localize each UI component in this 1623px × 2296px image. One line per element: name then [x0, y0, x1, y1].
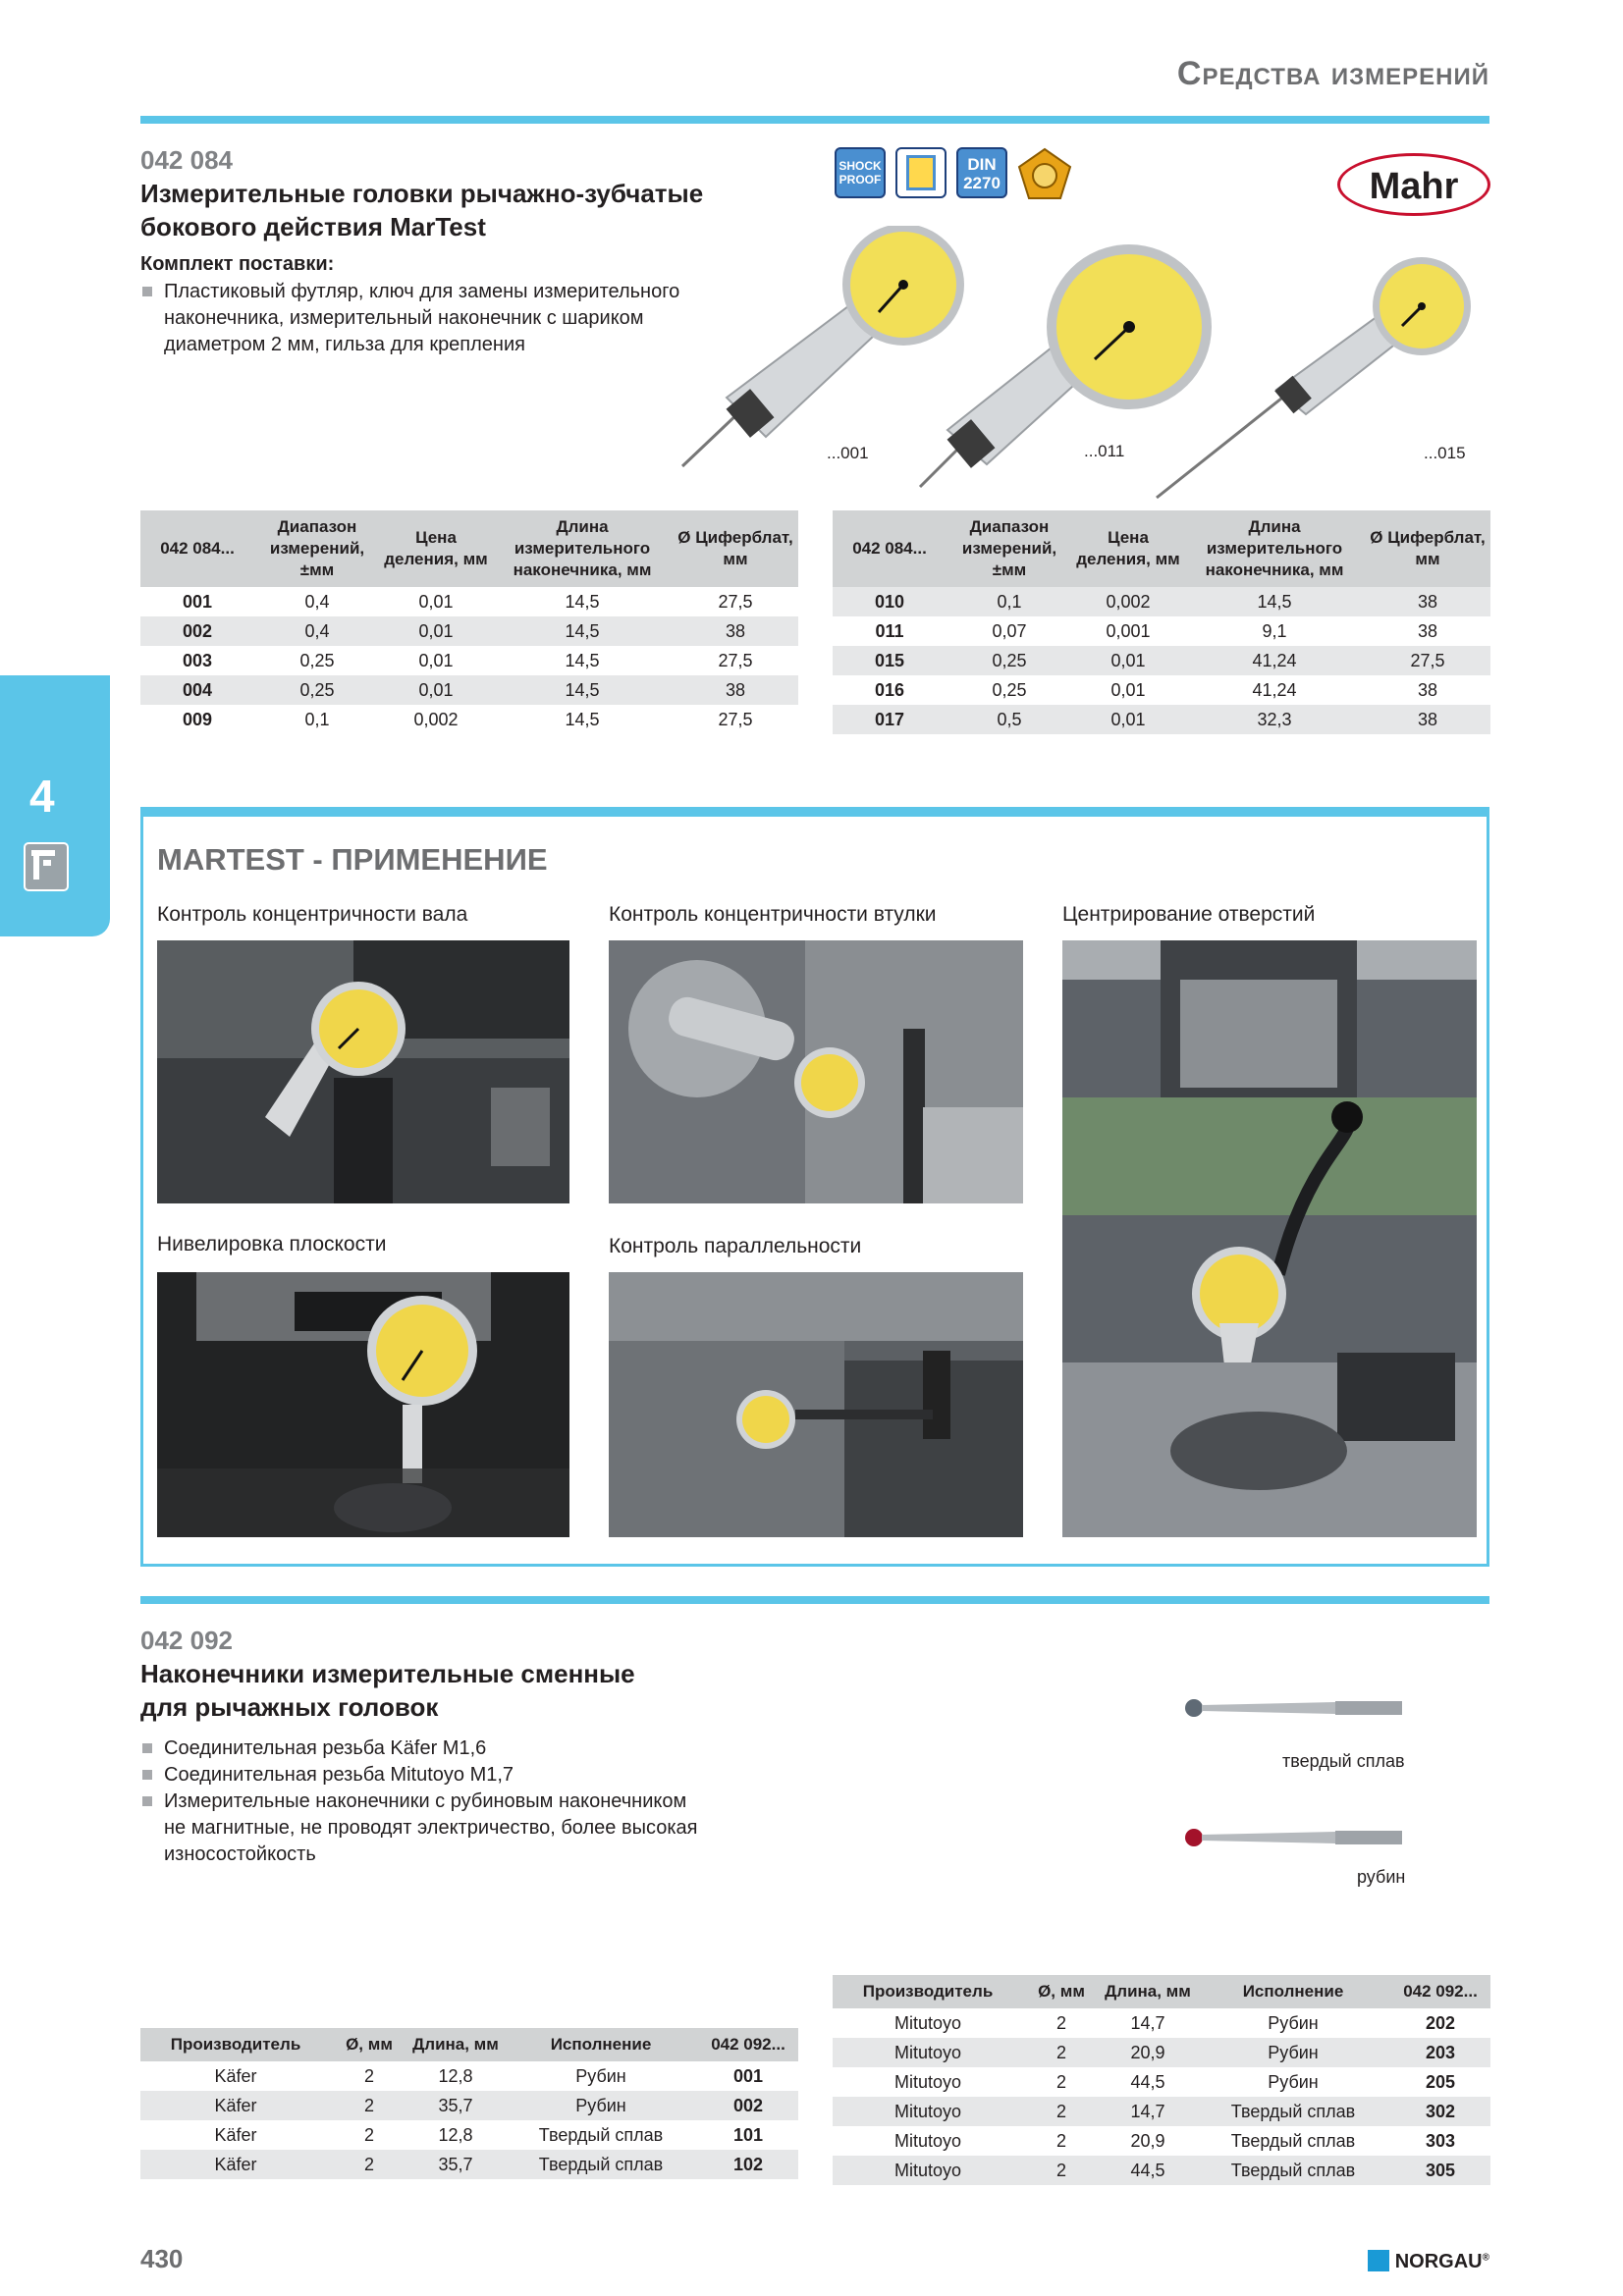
table-cell: 27,5 — [1365, 646, 1490, 675]
table-cell: 010 — [833, 587, 947, 616]
table-cell: 002 — [698, 2091, 798, 2120]
table-row — [833, 587, 1490, 616]
table-cell: 12,8 — [438, 2065, 473, 2086]
table-cell: Mitutoyo — [893, 2071, 962, 2092]
table-cell: 0,01 — [1072, 646, 1184, 675]
spec-table-left — [140, 510, 798, 734]
table-cell: 35,7 — [407, 2150, 504, 2179]
photo-plane-leveling — [157, 1272, 569, 1537]
table-cell: Рубин — [1268, 2071, 1319, 2092]
tip-label: рубин — [1357, 1867, 1406, 1887]
table-cell: 38 — [1365, 705, 1490, 734]
table-cell: 2 — [363, 2124, 374, 2145]
image-label: ...015 — [1424, 444, 1466, 462]
table-cell: 0,4 — [254, 616, 380, 646]
table-cell: 202 — [1425, 2012, 1456, 2033]
table-row — [140, 2120, 798, 2150]
column-header: 042 092... — [1390, 1975, 1490, 2008]
table-row — [140, 2091, 798, 2120]
delivery-set-heading: Комплект поставки: — [140, 253, 335, 275]
table-cell: Твердый сплав — [504, 2150, 698, 2179]
photo-caption: Центрирование отверстий — [1062, 903, 1316, 926]
table-row — [833, 2008, 1490, 2038]
column-header: 042 092... — [698, 2028, 798, 2061]
table-cell: 017 — [833, 705, 947, 734]
table-cell: 203 — [1390, 2038, 1490, 2067]
product-code: 042 084 — [140, 145, 233, 175]
table-cell: 0,1 — [304, 709, 330, 729]
column-header: Ø, мм — [331, 2028, 407, 2061]
mahr-logo: Mahr — [1337, 153, 1490, 216]
tip-label: твердый сплав — [1282, 1751, 1405, 1771]
shock-proof-badge: SHOCK PROOF — [835, 147, 886, 198]
norgau-logo: NORGAU® — [1368, 2250, 1489, 2273]
page-number: 430 — [140, 2244, 184, 2273]
features-list — [140, 1735, 769, 1868]
list-item: Измерительные наконечники с рубиновым наконечником не магнитные, не проводят электричество, более высокая износостойкость — [140, 1789, 769, 1868]
table-row — [833, 2097, 1490, 2126]
table-cell: 2 — [363, 2065, 374, 2086]
column-header: Ø, мм — [1023, 1975, 1100, 2008]
table-cell: 41,24 — [1184, 646, 1365, 675]
table-cell: 002 — [140, 616, 254, 646]
product-title-line: Наконечники измерительные сменные — [140, 1659, 635, 1688]
table-cell: 011 — [875, 620, 904, 641]
photo-shaft-concentricity — [157, 940, 569, 1203]
table-row — [140, 587, 798, 616]
spec-table-right — [833, 510, 1490, 734]
header-rule — [140, 116, 1489, 124]
table-row — [140, 2150, 798, 2179]
table-row — [833, 2126, 1490, 2156]
table-cell: 0,01 — [380, 675, 492, 705]
column-header: Исполнение — [1196, 1975, 1390, 2008]
table-cell: Рубин — [1196, 2038, 1390, 2067]
product-title-line: бокового действия MarTest — [140, 212, 486, 241]
table-cell: Mitutoyo — [833, 2097, 1023, 2126]
table-cell: 35,7 — [407, 2091, 504, 2120]
table-cell: 0,25 — [299, 650, 335, 670]
chapter-tab[interactable] — [0, 675, 110, 936]
column-header: 042 084... — [140, 510, 254, 587]
column-header: Ø Циферблат, мм — [1365, 510, 1490, 587]
applications-title: MARTEST - ПРИМЕНЕНИЕ — [157, 842, 548, 877]
photo-caption: Контроль концентричности вала — [157, 903, 468, 926]
caliper-icon — [24, 842, 69, 891]
table-cell: Твердый сплав — [1230, 2130, 1356, 2151]
column-header: Длина, мм — [407, 2028, 504, 2061]
table-cell: 14,5 — [1184, 587, 1365, 616]
column-header: Длина измерительного наконечника, мм — [1184, 510, 1365, 587]
table-cell: 2 — [1055, 2071, 1066, 2092]
column-header: Длина, мм — [1100, 1975, 1196, 2008]
din-badge: DIN 2270 — [956, 147, 1007, 198]
column-header: Диапазон измерений, ±мм — [254, 510, 380, 587]
table-cell: 27,5 — [718, 591, 753, 612]
table-cell: 2 — [1055, 2130, 1066, 2151]
table-row — [833, 2067, 1490, 2097]
table-row — [140, 675, 798, 705]
table-cell: 32,3 — [1184, 705, 1365, 734]
table-cell: 20,9 — [1130, 2130, 1165, 2151]
table-cell: 2 — [331, 2091, 407, 2120]
table-cell: 0,25 — [947, 646, 1072, 675]
table-row — [833, 705, 1490, 734]
table-cell: 0,4 — [304, 591, 330, 612]
table-cell: 44,5 — [1100, 2156, 1196, 2185]
table-cell: 20,9 — [1100, 2038, 1196, 2067]
table-cell: 2 — [1055, 2012, 1066, 2033]
table-cell: Рубин — [575, 2065, 626, 2086]
table-cell: 009 — [182, 709, 213, 729]
norgau-mark-icon — [1368, 2250, 1389, 2271]
table-cell: 0,07 — [992, 620, 1027, 641]
photo-bore-concentricity — [609, 940, 1023, 1203]
table-cell: Твердый сплав — [1196, 2097, 1390, 2126]
table-cell: 27,5 — [718, 709, 753, 729]
table-cell: 14,5 — [565, 650, 600, 670]
column-header: Исполнение — [504, 2028, 698, 2061]
table-row — [833, 2156, 1490, 2185]
table-cell: Käfer — [214, 2124, 257, 2145]
table-cell: 27,5 — [718, 650, 753, 670]
photo-caption: Контроль параллельности — [609, 1235, 862, 1257]
table-cell: 0,002 — [1072, 587, 1184, 616]
table-cell: 2 — [1023, 2097, 1100, 2126]
list-item: Соединительная резьба Mitutoyo M1,7 — [140, 1762, 769, 1789]
product-title — [140, 177, 703, 243]
tips-table-right — [833, 1975, 1490, 2185]
table-cell: 0,01 — [1072, 705, 1184, 734]
table-cell: 305 — [1390, 2156, 1490, 2185]
column-header: Цена деления, мм — [380, 510, 492, 587]
dial-symbol-badge — [895, 147, 947, 198]
table-cell: 0,002 — [413, 709, 459, 729]
table-row — [140, 2061, 798, 2091]
table-cell: Käfer — [214, 2065, 257, 2086]
table-cell: 0,1 — [947, 587, 1072, 616]
column-header: Цена деления, мм — [1072, 510, 1184, 587]
table-cell: 14,7 — [1130, 2012, 1165, 2033]
table-cell: Твердый сплав — [1196, 2156, 1390, 2185]
table-cell: Käfer — [140, 2091, 331, 2120]
table-cell: 0,01 — [418, 591, 454, 612]
table-cell: 001 — [732, 2065, 764, 2086]
table-cell: 2 — [1023, 2156, 1100, 2185]
table-cell: Mitutoyo — [833, 2038, 1023, 2067]
product-title-line: для рычажных головок — [140, 1692, 439, 1722]
table-cell: Käfer — [140, 2150, 331, 2179]
table-row — [833, 616, 1490, 646]
column-header: Диапазон измерений, ±мм — [947, 510, 1072, 587]
column-header: Ø Циферблат, мм — [673, 510, 798, 587]
table-cell: 0,01 — [1110, 679, 1146, 700]
table-cell: 001 — [182, 591, 213, 612]
photo-caption: Нивелировка плоскости — [157, 1233, 387, 1255]
list-item: Пластиковый футляр, ключ для замены измерительного наконечника, измерительный наконечник с шариком диаметром 2 мм, гильза для крепления — [140, 279, 769, 358]
column-header: Производитель — [833, 1975, 1023, 2008]
table-cell: 41,24 — [1252, 679, 1297, 700]
table-row — [833, 646, 1490, 675]
image-label: ...011 — [1084, 442, 1125, 460]
column-header: Длина измерительного наконечника, мм — [492, 510, 673, 587]
table-cell: Рубин — [504, 2091, 698, 2120]
table-cell: 9,1 — [1262, 620, 1287, 641]
list-item: Соединительная резьба Käfer M1,6 — [140, 1735, 769, 1762]
product-title — [140, 1657, 635, 1724]
table-cell: 0,25 — [254, 675, 380, 705]
table-row — [140, 616, 798, 646]
table-row — [833, 2038, 1490, 2067]
table-row — [140, 705, 798, 734]
table-cell: 303 — [1425, 2130, 1456, 2151]
carbide-tip-image — [1178, 1688, 1414, 1728]
table-cell: 003 — [182, 650, 213, 670]
table-cell: 205 — [1425, 2071, 1456, 2092]
product-code: 042 092 — [140, 1626, 233, 1655]
table-cell: Рубин — [1268, 2012, 1319, 2033]
table-row — [833, 675, 1490, 705]
table-cell: 14,5 — [565, 709, 600, 729]
table-cell: 0,25 — [992, 679, 1027, 700]
table-cell: 0,01 — [380, 616, 492, 646]
table-cell: 38 — [673, 616, 798, 646]
table-cell: Mitutoyo — [833, 2156, 1023, 2185]
column-header: Производитель — [140, 2028, 331, 2061]
page-header-title: Средства измерений — [1176, 55, 1489, 92]
indicator-015-image — [1149, 257, 1483, 503]
table-cell: Твердый сплав — [538, 2124, 664, 2145]
quality-seal-icon — [1017, 147, 1068, 198]
section-rule — [140, 1596, 1489, 1604]
table-cell: Mitutoyo — [893, 2130, 962, 2151]
table-cell: 38 — [1417, 620, 1438, 641]
product-title-line: Измерительные головки рычажно-зубчатые — [140, 179, 704, 208]
table-cell: 14,5 — [492, 675, 673, 705]
table-cell: 2 — [1023, 2038, 1100, 2067]
chapter-number: 4 — [29, 771, 55, 822]
image-label: ...001 — [827, 444, 869, 462]
table-cell: 38 — [1417, 679, 1438, 700]
photo-hole-centering — [1062, 940, 1477, 1537]
table-cell: 44,5 — [1130, 2071, 1165, 2092]
table-cell: 302 — [1390, 2097, 1490, 2126]
table-cell: 0,001 — [1106, 620, 1151, 641]
table-cell: 102 — [698, 2150, 798, 2179]
table-cell: 12,8 — [438, 2124, 473, 2145]
table-row — [140, 646, 798, 675]
table-cell: Mitutoyo — [893, 2012, 962, 2033]
ruby-tip-image — [1178, 1818, 1414, 1857]
table-cell: 004 — [140, 675, 254, 705]
table-cell: 0,5 — [947, 705, 1072, 734]
table-cell: 2 — [331, 2150, 407, 2179]
table-cell: 14,7 — [1100, 2097, 1196, 2126]
table-cell: 015 — [833, 646, 947, 675]
column-header: 042 084... — [833, 510, 947, 587]
tips-table-left — [140, 2028, 798, 2179]
table-cell: 14,5 — [492, 616, 673, 646]
table-cell: 38 — [673, 675, 798, 705]
table-cell: 101 — [732, 2124, 764, 2145]
table-cell: 14,5 — [565, 591, 600, 612]
table-cell: 016 — [874, 679, 905, 700]
photo-parallelism — [609, 1272, 1023, 1537]
table-cell: 38 — [1365, 587, 1490, 616]
photo-caption: Контроль концентричности втулки — [609, 903, 937, 926]
table-cell: 0,01 — [418, 650, 454, 670]
